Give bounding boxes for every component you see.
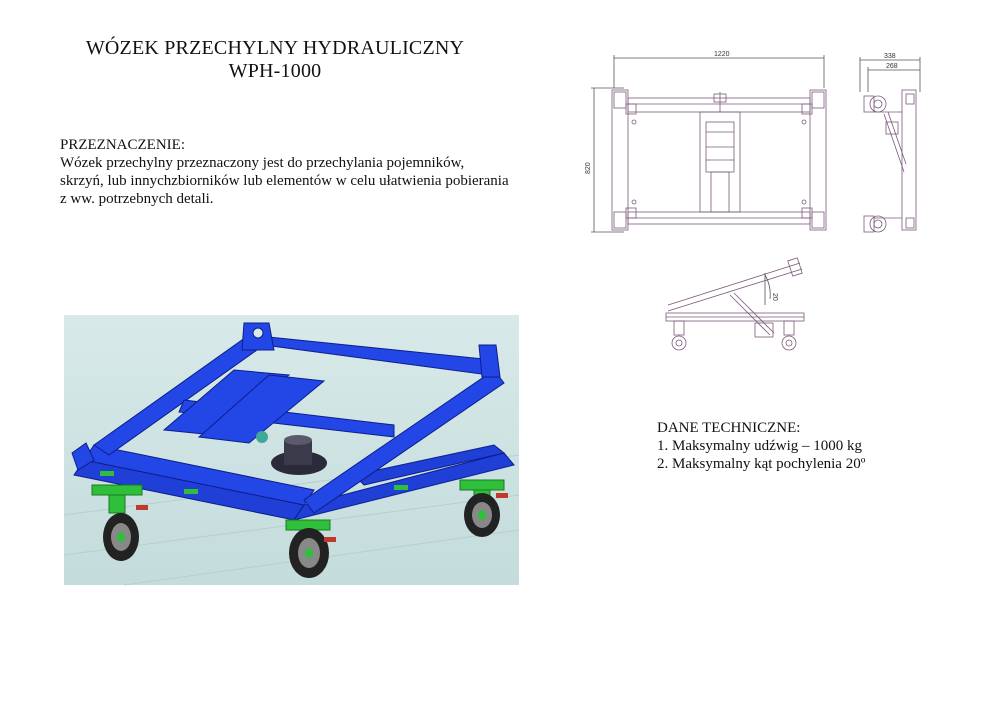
- dimension-820: 820: [585, 162, 592, 174]
- purpose-line: Wózek przechylny przeznaczony jest do przechylania pojemników,: [60, 155, 465, 171]
- side-view-drawing: [850, 52, 930, 242]
- technical-item: 1. Maksymalny udźwig – 1000 kg: [657, 438, 862, 454]
- purpose-section: [60, 136, 580, 208]
- technical-heading: DANE TECHNICZNE:: [657, 420, 801, 436]
- cart-render-image: [64, 315, 519, 585]
- purpose-line: z ww. potrzebnych detali.: [60, 191, 214, 207]
- dimension-338: 338: [884, 53, 896, 60]
- tilt-view-drawing: [660, 255, 810, 365]
- technical-item: 2. Maksymalny kąt pochylenia 20º: [657, 456, 866, 472]
- document-title: [60, 37, 490, 83]
- title-line-1: WÓZEK PRZECHYLNY HYDRAULICZNY: [85, 37, 465, 59]
- dimension-268: 268: [886, 63, 898, 70]
- dimension-angle: 20: [771, 293, 778, 301]
- dimension-1220: 1220: [714, 51, 730, 58]
- purpose-heading: PRZEZNACZENIE:: [60, 137, 185, 153]
- top-view-drawing: [584, 52, 834, 242]
- purpose-line: skrzyń, lub innychzbiorników lub elementów w celu ułatwienia pobierania: [60, 173, 509, 189]
- technical-data-section: [657, 419, 957, 473]
- title-line-2: WPH-1000: [228, 60, 322, 82]
